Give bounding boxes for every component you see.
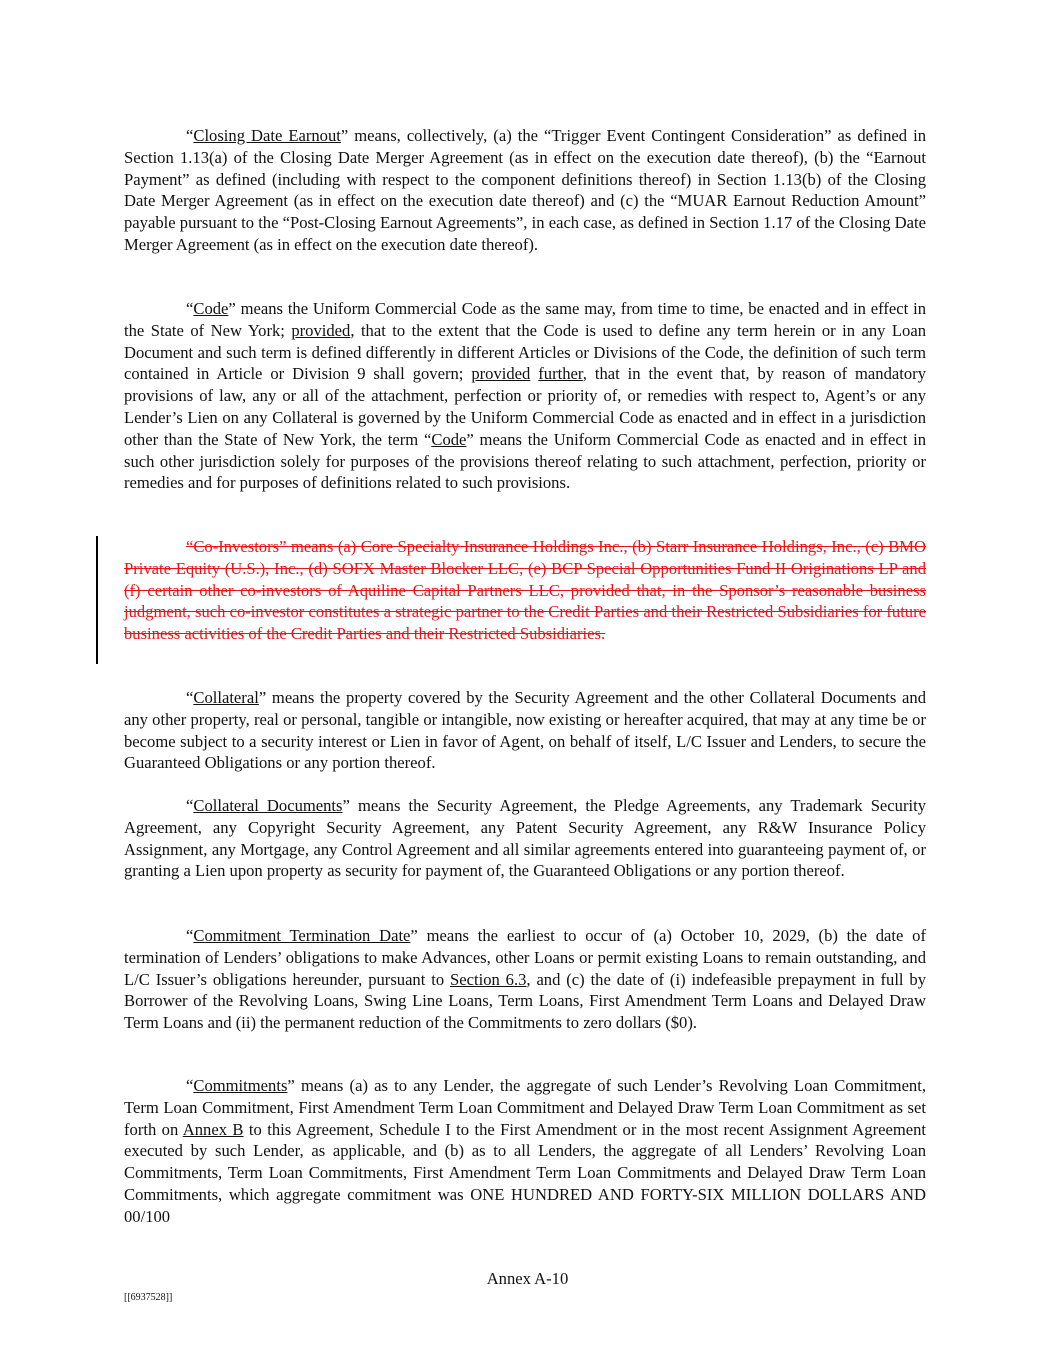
revision-change-bar — [96, 536, 98, 664]
annex-reference: Annex B — [182, 1119, 244, 1139]
definition-text: means the Uniform Commercial Code as the same may, from time to time, be enacted and in effect in the State of New York; — [124, 299, 926, 340]
definition-text: , and (c) the date of (i) indefeasible prepayment in full by Borrower of the Revolving Loans, Swing Line Loans, Term Loans, First Amendment Term Loans and Delayed Draw Term Loans and (ii) the permanent reduction of the Commitments to zero dollars ($0). — [124, 969, 927, 1033]
definition-code: “Code” means the Uniform Commercial Code as the same may, from time to time, be enacted and in effect in the State of New York; provided, that to the extent that the Code is used to define any term herein or in any Loan Document and such term is defined differently in different Articles or Divisions of the Code, the definition of such term contained in Article or Division 9 shall govern; provided further, that in the event that, by reason of mandatory provisions of law, any or all of the attachment, perfection or priority of, or remedies with respect to, Agent’s or any Lender’s Lien on any Collateral is governed by the Uniform Commercial Code as enacted and in effect in a jurisdiction other than the State of New York, the term “Code” means the Uniform Commercial Code as enacted and in effect in such other jurisdiction solely for purposes of the provisions thereof relating to such attachment, perfection, priority or remedies and for purposes of definitions related to such provisions. — [124, 299, 926, 493]
definition-text: to this Agreement, Schedule I to the First Amendment or in the most recent Assignment Agreement executed by such Lender, as applicable, and (b) as to all Lenders, the aggregate of all Lenders’ Revolving Loan Commitments, Term Loan Commitments, First Amendment Term Loan Commitments and Delayed Draw Term Loan Commitments, which aggregate commitment was ONE HUNDRED AND FORTY-SIX MILLION DOLLARS AND 00/100 — [124, 1119, 926, 1226]
definition-text: , that to the extent that the Code is used to define any term herein or in any Loan Document and such term is defined differently in different Articles or Divisions of the Code, the definition of such term contained in Article or Division 9 shall govern; — [124, 320, 926, 384]
defined-term: Code — [193, 299, 229, 318]
definition-text: means (a) as to any Lender, the aggregate of such Lender’s Revolving Loan Commitment, Term Loan Commitment, First Amendment Term Loan Commitment and Delayed Draw Term Loan Commitment as set forth on — [124, 1076, 926, 1139]
definition-commitments: “Commitments” means (a) as to any Lender, the aggregate of such Lender’s Revolving Loan Commitment, Term Loan Commitment, First Amendment Term Loan Commitment and Delayed Draw Term Loan Commitment as set forth on Annex B to this Agreement, Schedule I to the First Amendment or in the most recent Assignment Agreement executed by such Lender, as applicable, and (b) as to all Lenders, the aggregate of all Lenders’ Revolving Loan Commitments, Term Loan Commitments, First Amendment Term Loan Commitments and Delayed Draw Term Loan Commitments, which aggregate commitment was ONE HUNDRED AND FORTY-SIX MILLION DOLLARS AND 00/100 — [124, 1076, 926, 1226]
definition-text: means the Security Agreement, the Pledge Agreements, any Trademark Security Agreement, any Copyright Security Agreement, any Patent Security Agreement, any R&W Insurance Policy Assignment, any Mortgage, any Control Agreement and all similar agreements entered into guaranteeing payment of, or granting a Lien upon property as security for payment of, the Guaranteed Obligations or any portion thereof. — [124, 796, 927, 881]
provided-term: provided — [471, 364, 531, 384]
definition-commitment-termination-date: “Commitment Termination Date” means the earliest to occur of (a) October 10, 2029, (b) the date of termination of Lenders’ obligations to make Advances, other Loans or permit existing Loans to remain outstanding, and L/C Issuer’s obligations hereunder, pursuant to Section 6.3, and (c) the date of (i) indefeasible prepayment in full by Borrower of the Revolving Loans, Swing Line Loans, Term Loans, First Amendment Term Loans and Delayed Draw Term Loans and (ii) the permanent reduction of the Commitments to zero dollars ($0). — [124, 926, 927, 1033]
definition-text: ” means the Uniform Commercial Code as enacted and in effect in such other jurisdiction solely for purposes of the provisions thereof relating to such attachment, perfection, priority or remedies and for purposes of definitions related to such provisions. — [124, 429, 926, 493]
defined-term: Commitment Termination Date — [193, 926, 411, 945]
provided-term: provided — [291, 320, 351, 340]
definition-text: means, collectively, (a) the “Trigger Event Contingent Consideration” as defined in Section 1.13(a) of the Closing Date Merger Agreement (as in effect on the execution date thereof), (b) the “Earnout Payment” as defined (including with respect to the component definitions thereof) in Section 1.13(b) of the Closing Date Merger Agreement (as in effect on the execution date thereof) and (c) the “MUAR Earnout Reduction Amount” payable pursuant to the “Post-Closing Earnout Agreements”, in each case, as defined in Section 1.17 of the Closing Date Merger Agreement (as in effect on the execution date thereof). — [124, 126, 926, 254]
defined-term: Collateral Documents — [193, 796, 343, 815]
deleted-text: “Co-Investors” means (a) Core Specialty Insurance Holdings Inc., (b) Starr Insurance Holdings, Inc., (c) BMO Private Equity (U.S.), Inc., (d) SOFX Master Blocker LLC, (e) BCP Special Opportunities Fund II Originations LP and (f) certain other co-investors of Aquiline Capital Partners LLC, provided that, in the Sponsor’s reasonable business judgment, such co-investor constitutes a strategic partner to the Credit Parties and their Restricted Subsidiaries for future business activities of the Credit Parties and their Restricted Subsidiaries. — [124, 537, 926, 644]
defined-term: Commitments — [193, 1076, 288, 1095]
definition-co-investors-deleted — [124, 536, 926, 645]
definition-collateral: “Collateral” means the property covered by the Security Agreement and the other Collateral Documents and any other property, real or personal, tangible or intangible, now existing or hereafter acquired, that may at any time be or become subject to a security interest or Lien in favor of Agent, on behalf of itself, L/C Issuer and Lenders, to secure the Guaranteed Obligations or any portion thereof. — [124, 688, 926, 773]
definition-closing-date-earnout: “Closing Date Earnout” means, collectively, (a) the “Trigger Event Contingent Consideration” as defined in Section 1.13(a) of the Closing Date Merger Agreement (as in effect on the execution date thereof), (b) the “Earnout Payment” as defined (including with respect to the component definitions thereof) in Section 1.13(b) of the Closing Date Merger Agreement (as in effect on the execution date thereof) and (c) the “MUAR Earnout Reduction Amount” payable pursuant to the “Post-Closing Earnout Agreements”, in each case, as defined in Section 1.17 of the Closing Date Merger Agreement (as in effect on the execution date thereof). — [124, 126, 926, 254]
definition-text: means the earliest to occur of (a) October 10, 2029, (b) the date of termination of Lenders’ obligations to make Advances, other Loans or permit existing Loans to remain outstanding, and L/C Issuer’s obligations hereunder, pursuant to — [124, 926, 926, 989]
defined-term: Closing Date Earnout — [193, 126, 341, 145]
defined-term: Collateral — [193, 688, 259, 707]
definition-text: means the property covered by the Security Agreement and the other Collateral Documents and any other property, real or personal, tangible or intangible, now existing or hereafter acquired, that may at any time be or become subject to a security interest or Lien in favor of Agent, on behalf of itself, L/C Issuer and Lenders, to secure the Guaranteed Obligations or any portion thereof. — [124, 688, 926, 773]
section-reference: Section 6.3 — [450, 969, 527, 989]
document-id: [[6937528]] — [124, 1292, 173, 1303]
definition-collateral-documents: “Collateral Documents” means the Security Agreement, the Pledge Agreements, any Trademark Security Agreement, any Copyright Security Agreement, any Patent Security Agreement, any R&W Insurance Policy Assignment, any Mortgage, any Control Agreement and all similar agreements entered into guaranteeing payment of, or granting a Lien upon property as security for payment of, the Guaranteed Obligations or any portion thereof. — [124, 796, 927, 881]
further-term: further — [538, 364, 583, 384]
page-footer-label: Annex A-10 — [486, 1269, 569, 1288]
definition-text: , that in the event that, by reason of mandatory provisions of law, any or all of the attachment, perfection or priority of, or remedies with respect to, Agent’s or any Lender’s Lien on any Collateral is governed by the Uniform Commercial Code as enacted and in effect in a jurisdiction other than the State of New York, the term “ — [124, 364, 926, 449]
defined-term: Code — [431, 429, 467, 449]
